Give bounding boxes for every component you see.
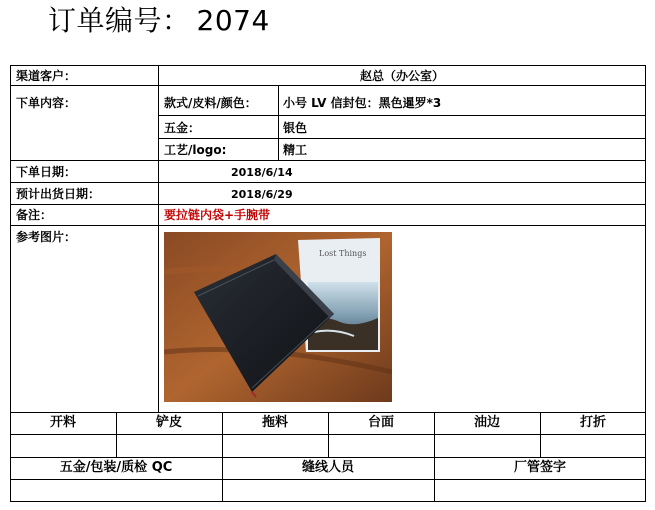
process-bench: 台面: [367, 415, 394, 430]
sign-stitcher-header: 缝线人员: [301, 460, 354, 475]
craft-value: 精工: [283, 143, 308, 157]
table-border-bottom: [10, 501, 646, 502]
hardware-value: 银色: [283, 121, 308, 135]
notes-value: 要拉链内袋+手腕带: [164, 208, 271, 222]
hardware-key: 五金：: [164, 121, 201, 135]
process-material: 拖料: [261, 415, 288, 430]
content-label: 下单内容：: [16, 96, 77, 110]
process-folding: 打折: [579, 415, 606, 430]
order-title: [48, 4, 270, 38]
key-column-divider: [278, 85, 279, 160]
row-divider: [158, 115, 646, 116]
row-divider: [10, 457, 646, 458]
table-border-top: [10, 65, 646, 66]
order-date-label: 下单日期：: [16, 165, 77, 179]
row-divider: [10, 204, 646, 205]
wallet-photo-illustration: [164, 232, 392, 402]
style-value: 小号 LV 信封包：黑色暹罗*3: [283, 96, 442, 110]
table-border-right: [645, 65, 646, 502]
customer-value: 赵总（办公室）: [359, 69, 444, 83]
sign-manager-header: 厂管签字: [513, 460, 566, 475]
process-edge-paint: 油边: [473, 415, 500, 430]
process-skiving: 铲皮: [155, 415, 182, 430]
label-column-divider: [158, 65, 159, 412]
order-number: 2074: [196, 4, 270, 37]
row-divider: [10, 182, 646, 183]
reference-photo: [164, 232, 392, 402]
row-divider: [10, 85, 646, 86]
book-title: Lost Things: [319, 249, 367, 258]
ship-date-value: 2018/6/29: [231, 188, 293, 201]
process-cutting: 开料: [49, 415, 76, 430]
notes-label: 备注：: [16, 208, 53, 222]
sign-qc-header: 五金/包装/质检 QC: [59, 460, 173, 475]
order-date-value: 2018/6/14: [231, 166, 293, 179]
order-title-label: 订单编号：: [48, 4, 191, 37]
table-border-left: [10, 65, 11, 502]
row-divider: [158, 138, 646, 139]
order-form-table: [10, 65, 646, 502]
row-divider: [10, 160, 646, 161]
customer-label: 渠道客户：: [16, 69, 77, 83]
craft-key: 工艺/logo:: [164, 143, 227, 157]
ship-date-label: 预计出货日期：: [16, 187, 101, 201]
style-key: 款式/皮料/颜色：: [164, 96, 257, 110]
row-divider: [10, 479, 646, 480]
row-divider: [10, 225, 646, 226]
reference-image-label: 参考图片：: [16, 230, 77, 244]
